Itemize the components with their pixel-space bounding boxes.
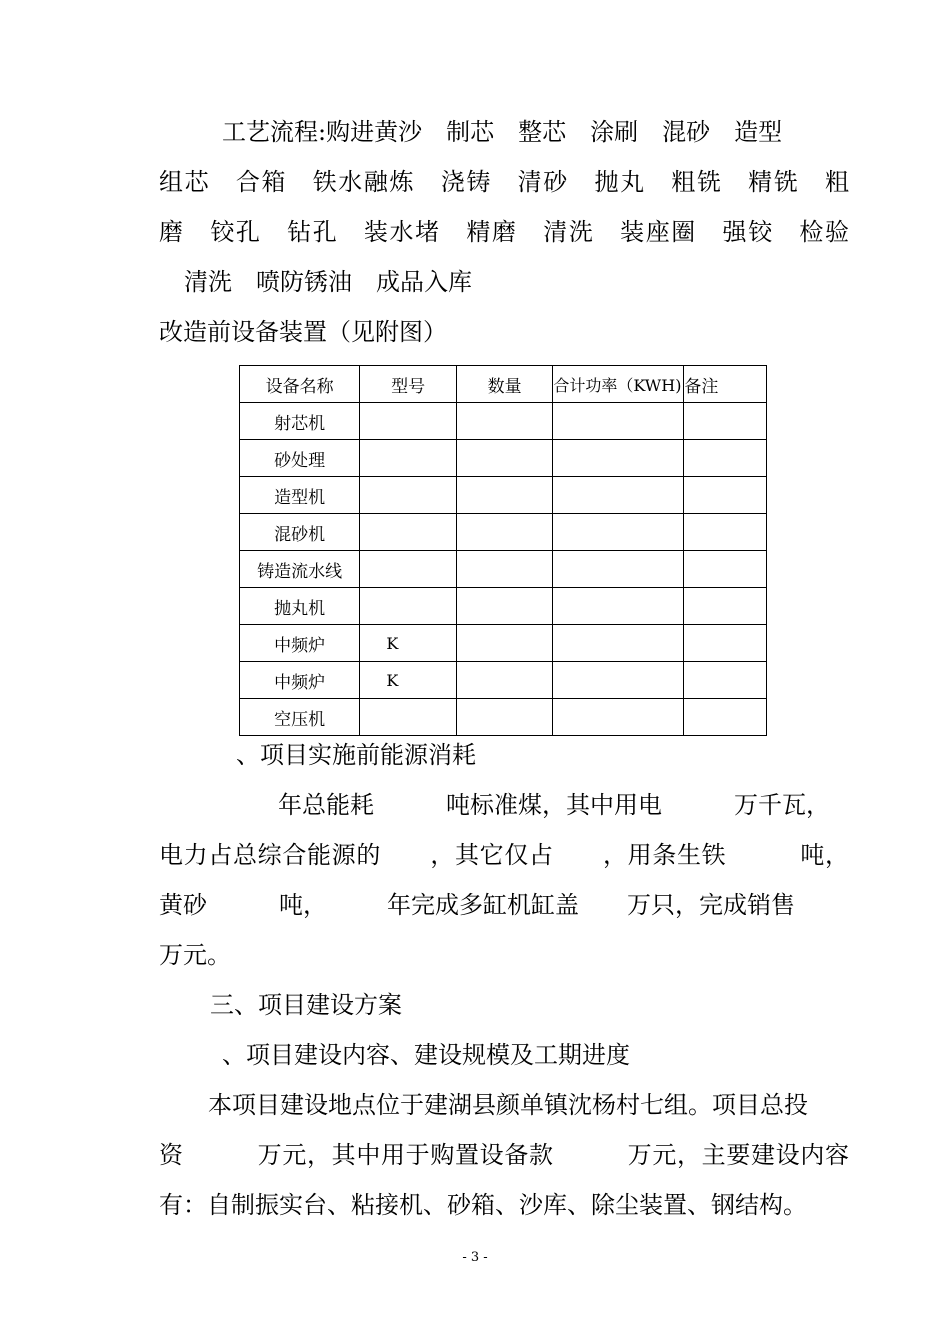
cell-power bbox=[553, 625, 684, 662]
energy-line-2: 电力占总综合能源的 ，其它仅占 ，用条生铁 吨， bbox=[159, 841, 849, 869]
cell-equipment-name: 中频炉 bbox=[240, 625, 360, 662]
cell-power bbox=[553, 551, 684, 588]
section-three-line-1: 本项目建设地点位于建湖县颜单镇沈杨村七组。项目总投 bbox=[208, 1091, 808, 1119]
page-number: - 3 - bbox=[462, 1250, 488, 1265]
header-total-power: 合计功率（KWH) bbox=[553, 366, 684, 403]
cell-power bbox=[553, 514, 684, 551]
equipment-table bbox=[239, 365, 767, 736]
cell-remarks bbox=[684, 662, 767, 699]
cell-remarks bbox=[684, 477, 767, 514]
energy-line-4: 万元。 bbox=[159, 941, 231, 969]
table-row bbox=[240, 662, 767, 699]
cell-remarks bbox=[684, 514, 767, 551]
cell-model bbox=[360, 588, 457, 625]
process-line-4: 清洗 喷防锈油 成品入库 bbox=[184, 268, 472, 296]
cell-remarks bbox=[684, 403, 767, 440]
cell-power bbox=[553, 477, 684, 514]
section-three-subheading: 、项目建设内容、建设规模及工期进度 bbox=[222, 1041, 630, 1069]
cell-power bbox=[553, 403, 684, 440]
cell-equipment-name: 中频炉 bbox=[240, 662, 360, 699]
cell-model bbox=[360, 699, 457, 736]
table-row bbox=[240, 440, 767, 477]
cell-equipment-name: 造型机 bbox=[240, 477, 360, 514]
cell-remarks bbox=[684, 551, 767, 588]
process-line-1: 工艺流程:购进黄沙 制芯 整芯 涂刷 混砂 造型 bbox=[222, 118, 783, 146]
energy-line-3: 黄砂 吨， 年完成多缸机缸盖 万只，完成销售 bbox=[159, 891, 795, 919]
cell-model: K bbox=[360, 625, 457, 662]
cell-quantity bbox=[456, 588, 552, 625]
cell-quantity bbox=[456, 477, 552, 514]
cell-power bbox=[553, 440, 684, 477]
section-three-title: 三、项目建设方案 bbox=[210, 991, 402, 1019]
section-three-line-3: 有：自制振实台、粘接机、砂箱、沙库、除尘装置、钢结构。 bbox=[159, 1191, 807, 1219]
cell-remarks bbox=[684, 588, 767, 625]
cell-remarks bbox=[684, 440, 767, 477]
header-quantity: 数量 bbox=[456, 366, 552, 403]
process-line-2: 组芯 合箱 铁水融炼 浇铸 清砂 抛丸 粗铣 精铣 粗 bbox=[159, 168, 849, 196]
cell-model bbox=[360, 514, 457, 551]
table-row bbox=[240, 477, 767, 514]
energy-line-1: 年总能耗 吨标准煤，其中用电 万千瓦， bbox=[278, 791, 830, 819]
cell-quantity bbox=[456, 699, 552, 736]
cell-model bbox=[360, 440, 457, 477]
cell-remarks bbox=[684, 699, 767, 736]
section-three-line-2: 资 万元，其中用于购置设备款 万元，主要建设内容 bbox=[159, 1141, 849, 1169]
cell-equipment-name: 抛丸机 bbox=[240, 588, 360, 625]
cell-quantity bbox=[456, 514, 552, 551]
cell-equipment-name: 混砂机 bbox=[240, 514, 360, 551]
cell-model bbox=[360, 477, 457, 514]
cell-quantity bbox=[456, 625, 552, 662]
table-row bbox=[240, 551, 767, 588]
cell-power bbox=[553, 588, 684, 625]
cell-equipment-name: 射芯机 bbox=[240, 403, 360, 440]
cell-equipment-name: 空压机 bbox=[240, 699, 360, 736]
table-row bbox=[240, 514, 767, 551]
cell-quantity bbox=[456, 662, 552, 699]
table-row bbox=[240, 588, 767, 625]
cell-model bbox=[360, 403, 457, 440]
cell-power bbox=[553, 699, 684, 736]
cell-quantity bbox=[456, 403, 552, 440]
cell-quantity bbox=[456, 440, 552, 477]
cell-model: K bbox=[360, 662, 457, 699]
equipment-caption: 改造前设备装置（见附图） bbox=[159, 318, 447, 346]
header-model: 型号 bbox=[360, 366, 457, 403]
cell-remarks bbox=[684, 625, 767, 662]
header-equipment-name: 设备名称 bbox=[240, 366, 360, 403]
header-remarks: 备注 bbox=[684, 366, 767, 403]
cell-model bbox=[360, 551, 457, 588]
cell-equipment-name: 砂处理 bbox=[240, 440, 360, 477]
table-row bbox=[240, 403, 767, 440]
table-row bbox=[240, 699, 767, 736]
table-header-row bbox=[240, 366, 767, 403]
energy-heading: 、项目实施前能源消耗 bbox=[236, 741, 476, 769]
process-line-3: 磨 铰孔 钻孔 装水堵 精磨 清洗 装座圈 强铰 检验 bbox=[159, 218, 849, 246]
cell-quantity bbox=[456, 551, 552, 588]
cell-equipment-name: 铸造流水线 bbox=[240, 551, 360, 588]
table-row bbox=[240, 625, 767, 662]
cell-power bbox=[553, 662, 684, 699]
